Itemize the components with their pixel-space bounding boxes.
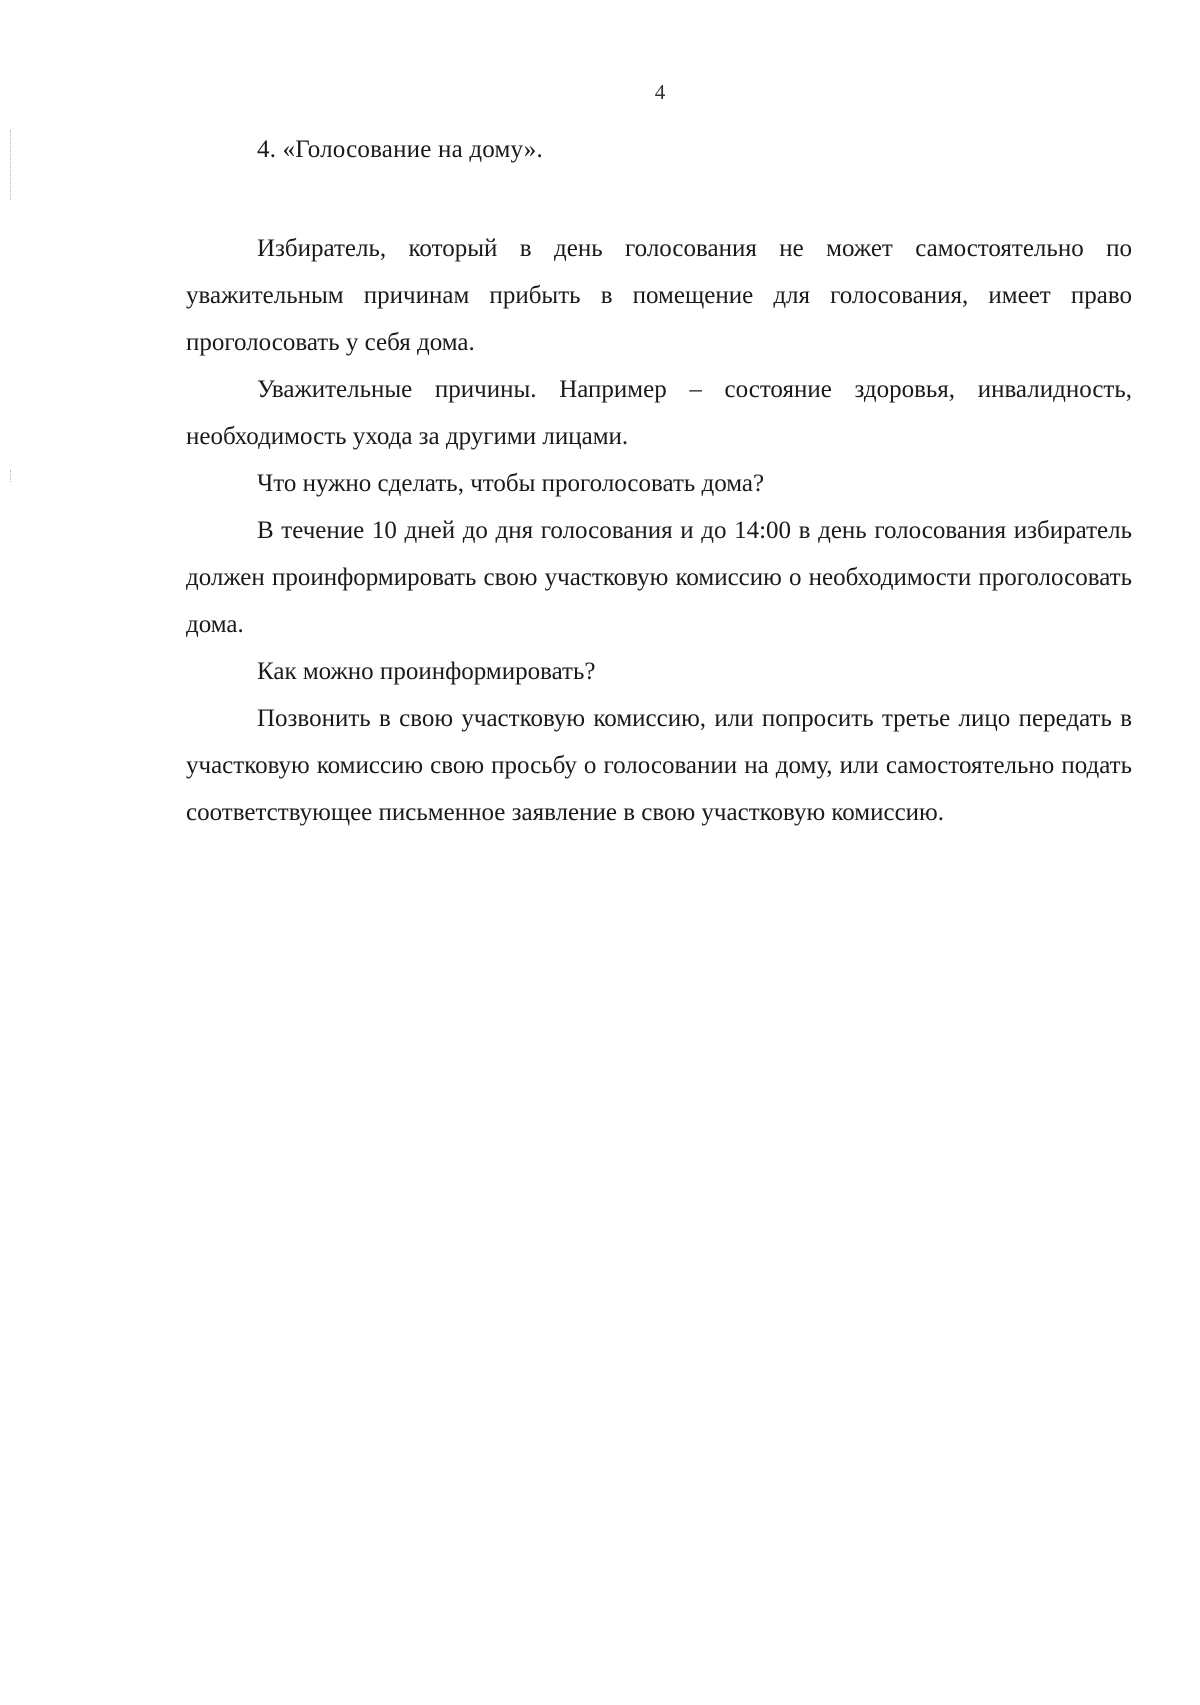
body-text <box>186 225 1132 836</box>
margin-scan-mark <box>10 130 14 200</box>
page-number: 4 <box>654 80 666 104</box>
paragraph: Позвонить в свою участковую комиссию, или попросить третье лицо передать в участковую комиссию свою просьбу о голосовании на дому, или самостоятельно подать соответствующее письменное заявление в свою участковую комиссию. <box>186 705 1132 826</box>
section-heading: 4. «Голосование на дому». <box>257 136 543 163</box>
margin-scan-mark <box>10 470 14 482</box>
paragraph: В течение 10 дней до дня голосования и до 14:00 в день голосования избиратель должен проинформировать свою участковую комиссию о необходимости проголосовать дома. <box>186 517 1132 638</box>
paragraph: Избиратель, который в день голосования не может самостоятельно по уважительным причинам прибыть в помещение для голосования, имеет право проголосовать у себя дома. <box>186 235 1132 356</box>
paragraph: Что нужно сделать, чтобы проголосовать дома? <box>257 470 765 497</box>
paragraph: Как можно проинформировать? <box>257 658 596 685</box>
paragraph: Уважительные причины. Например – состояние здоровья, инвалидность, необходимость ухода за другими лицами. <box>186 376 1132 450</box>
